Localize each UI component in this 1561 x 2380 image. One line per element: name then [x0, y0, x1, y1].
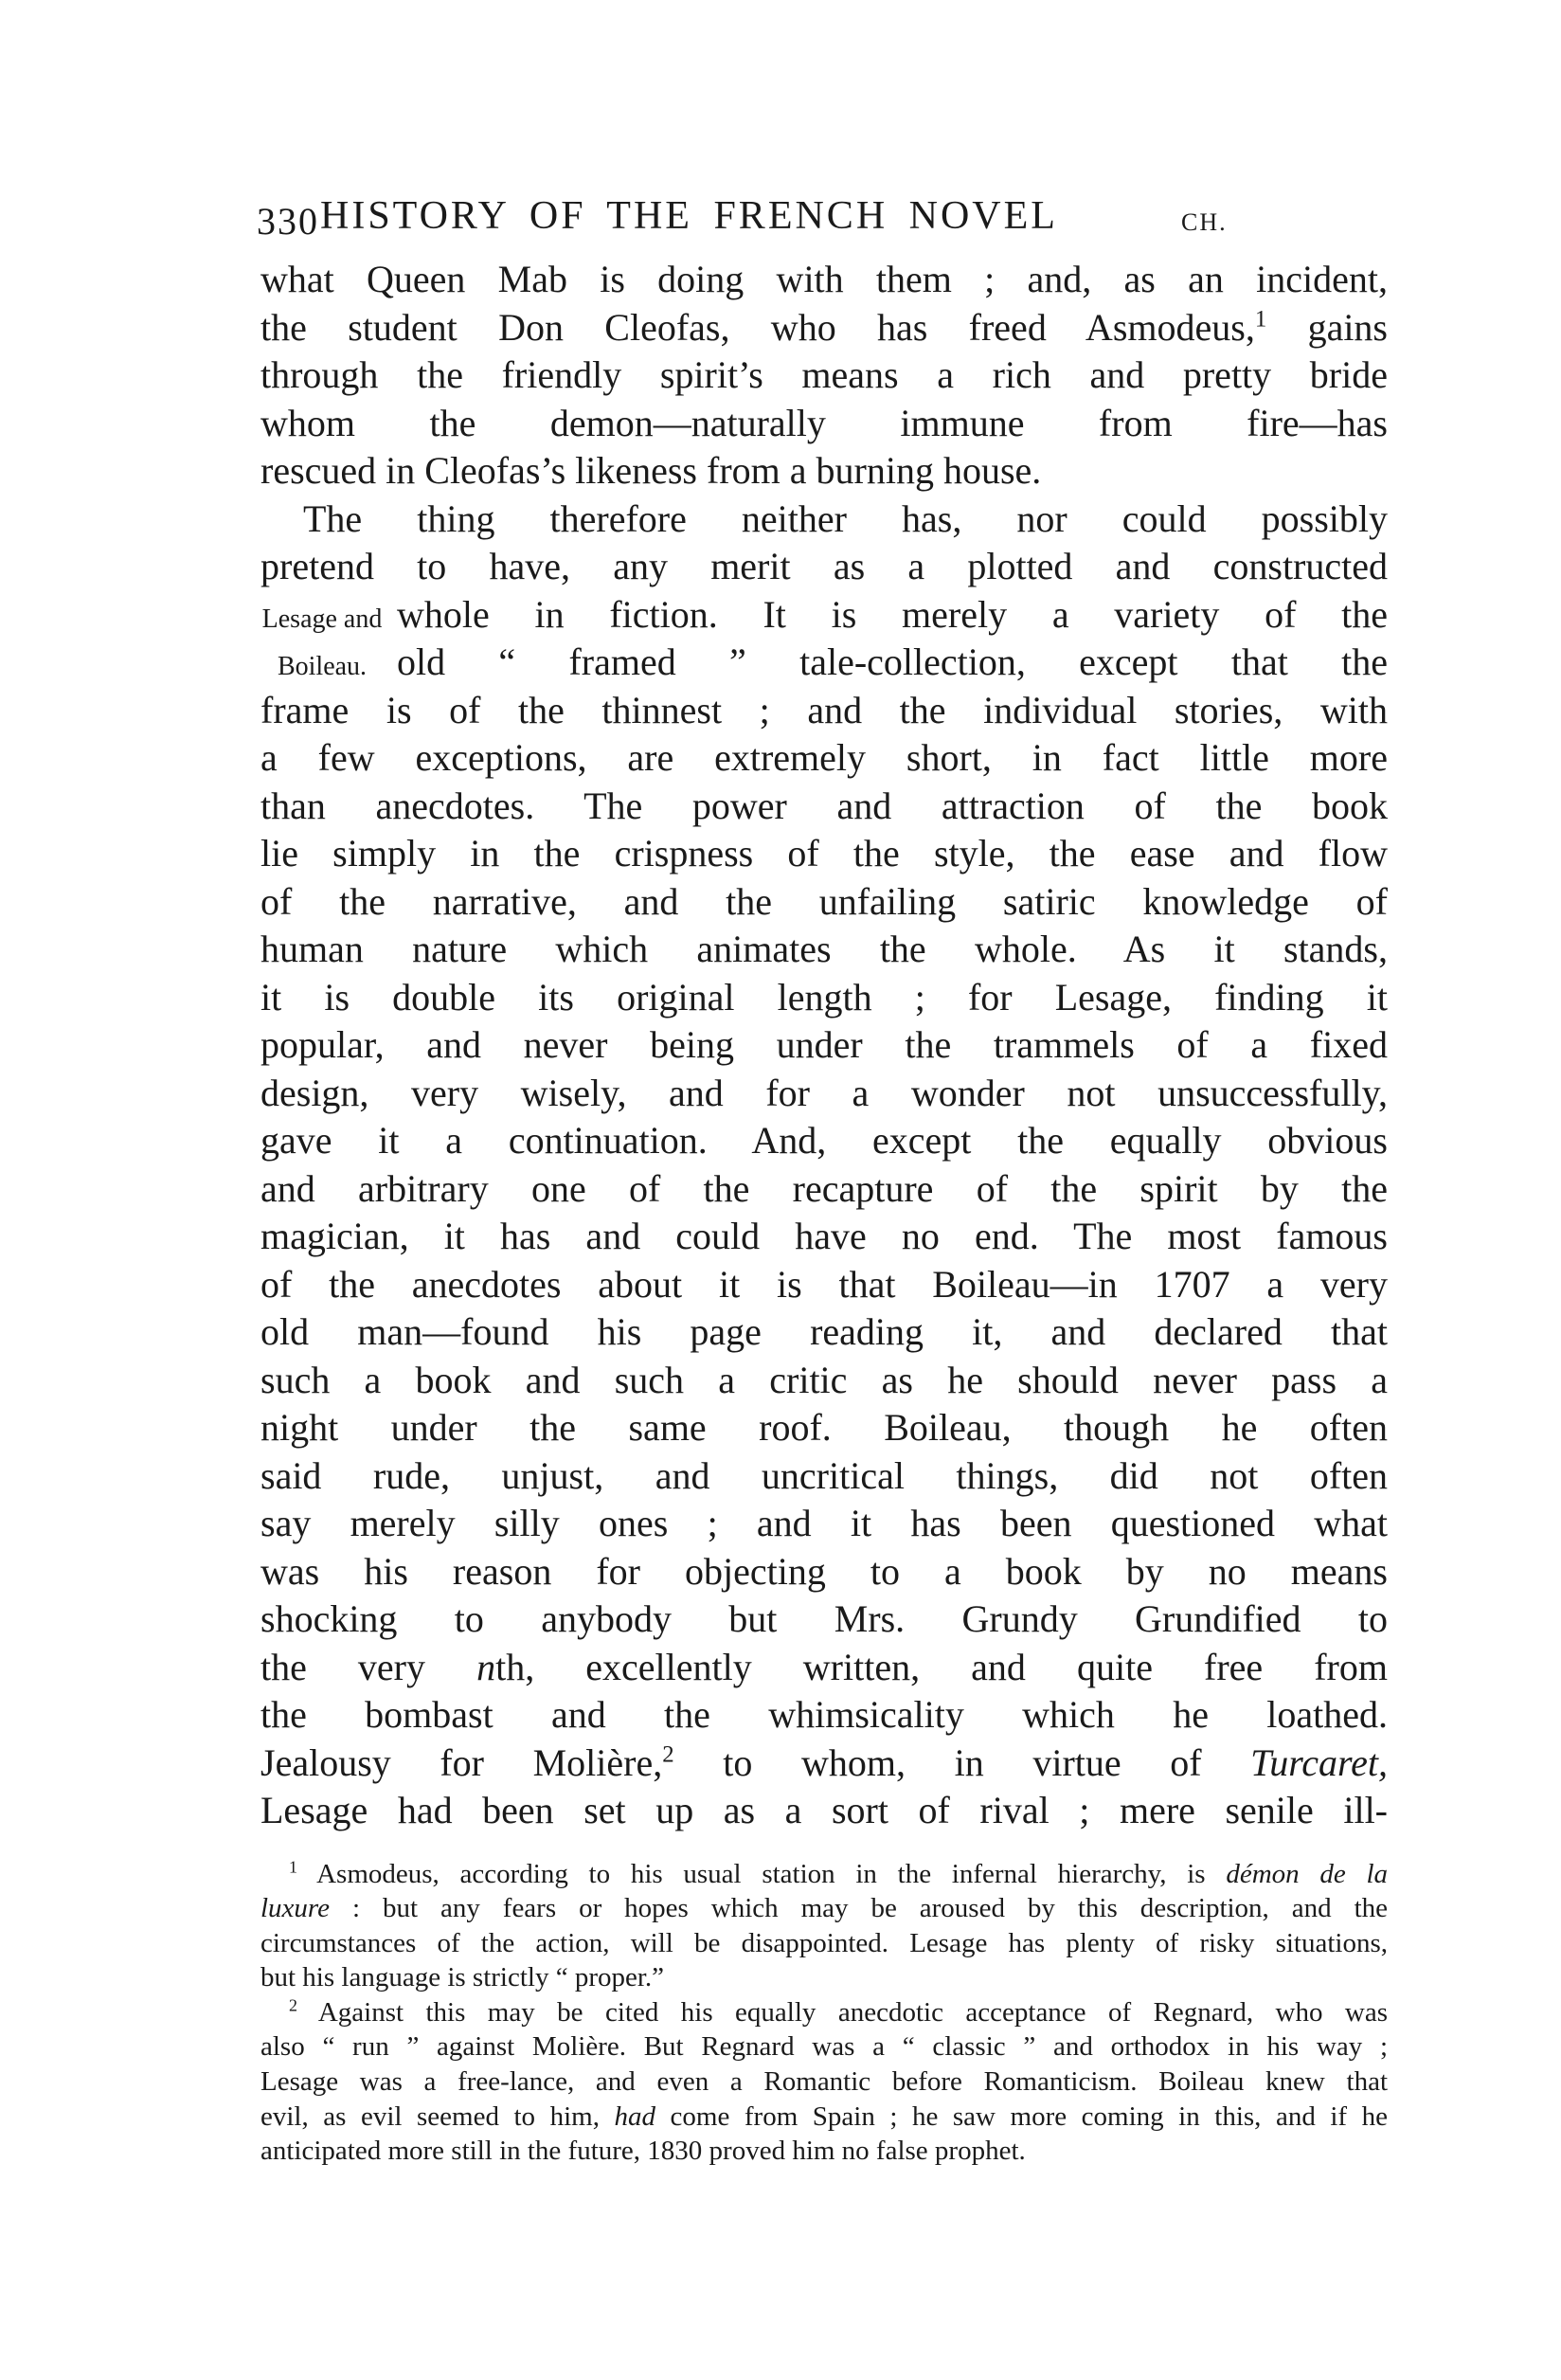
text-line — [260, 304, 1388, 352]
text-line — [260, 2134, 1388, 2169]
text-line — [260, 1926, 1388, 1961]
footnote-reference: 2 — [289, 1995, 297, 2015]
running-header — [257, 191, 1388, 248]
line-text — [260, 496, 1388, 544]
page-number: 330 — [257, 200, 319, 243]
text-line — [260, 687, 1388, 735]
line-text — [260, 1165, 1388, 1214]
text-line — [260, 926, 1388, 974]
line-text — [260, 2134, 1388, 2169]
text-segment: circumstances of the action, will be disappointed. Lesage has plenty of risky situations, — [260, 1927, 1388, 1958]
text-segment: the very — [260, 1645, 477, 1688]
text-line — [260, 1960, 1388, 1995]
text-segment: Against this may be cited his equally anecdotic acceptance of Regnard, who was — [296, 1996, 1388, 2028]
text-segment: the student Don Cleofas, who has freed Asmodeus, — [260, 305, 1255, 349]
line-text — [260, 352, 1388, 400]
margin-note: Boileau. — [277, 652, 368, 681]
main-text — [260, 256, 1388, 1835]
line-text — [260, 926, 1388, 974]
line-text — [260, 1787, 1388, 1835]
line-text — [260, 974, 1388, 1022]
text-line — [260, 1740, 1388, 1788]
text-segment: but his language is strictly “ proper.” — [260, 1962, 665, 1993]
line-text — [260, 1740, 1388, 1788]
text-line — [260, 974, 1388, 1022]
text-segment: shocking to anybody but Mrs. Grundy Grundified to — [260, 1597, 1388, 1640]
text-line — [260, 1787, 1388, 1835]
text-line — [260, 1857, 1388, 1892]
text-segment: through the friendly spirit’s means a rich and pretty bride — [260, 353, 1388, 396]
text-segment: whom the demon—naturally immune from fire—has — [260, 401, 1388, 444]
text-segment: to whom, in virtue of — [673, 1740, 1251, 1784]
text-line — [260, 2100, 1388, 2135]
text-line — [260, 1691, 1388, 1740]
text-segment: than anecdotes. The power and attraction of the book — [260, 784, 1388, 827]
text-segment: rescued in Cleofas’s likeness from a burning house. — [260, 449, 1042, 492]
footnote-reference: 1 — [1254, 306, 1267, 333]
text-line — [260, 1165, 1388, 1214]
line-text — [260, 1070, 1388, 1118]
text-line — [260, 1548, 1388, 1596]
text-line — [260, 1404, 1388, 1452]
text-line — [260, 591, 1388, 640]
text-line — [260, 447, 1388, 496]
line-text — [260, 2029, 1388, 2064]
line-text — [260, 1500, 1388, 1548]
line-text — [260, 447, 1388, 496]
line-text — [260, 878, 1388, 927]
running-title: HISTORY OF THE FRENCH NOVEL — [320, 194, 1058, 238]
line-text — [260, 2100, 1388, 2135]
line-text — [260, 1891, 1388, 1926]
text-segment: gave it a continuation. And, except the equally obvious — [260, 1119, 1388, 1162]
line-text — [260, 1644, 1388, 1692]
text-segment: such a book and such a critic as he should never pass a — [260, 1358, 1388, 1401]
line-text — [397, 639, 1388, 687]
text-segment: night under the same roof. Boileau, though he often — [260, 1406, 1388, 1449]
text-line — [260, 256, 1388, 304]
text-segment: come from Spain ; he saw more coming in this, and if he — [655, 2101, 1388, 2132]
text-segment: n — [476, 1645, 496, 1688]
line-text — [260, 1261, 1388, 1309]
line-text — [260, 1596, 1388, 1644]
text-line — [260, 1261, 1388, 1309]
text-segment: Asmodeus, according to his usual station in the infernal hierarchy, is — [296, 1858, 1227, 1889]
text-segment: it is double its original length ; for Lesage, finding it — [260, 975, 1388, 1019]
text-segment: pretend to have, any merit as a plotted and constructed — [260, 545, 1388, 587]
text-line — [260, 2064, 1388, 2100]
text-segment: design, very wisely, and for a wonder not unsuccessfully, — [260, 1071, 1388, 1114]
footnotes — [260, 1857, 1388, 2169]
text-line — [260, 734, 1388, 783]
text-line — [260, 639, 1388, 687]
line-text — [260, 1452, 1388, 1501]
text-line — [260, 496, 1388, 544]
text-segment: old man—found his page reading it, and declared that — [260, 1310, 1388, 1353]
text-segment: anticipated more still in the future, 1830 proved him no false prophet. — [260, 2136, 1026, 2167]
text-line — [260, 830, 1388, 878]
line-text — [260, 783, 1388, 831]
line-text — [260, 543, 1388, 591]
text-segment: old “ framed ” tale-collection, except that the — [397, 640, 1388, 683]
line-text — [260, 1021, 1388, 1070]
text-segment: human nature which animates the whole. As it stands, — [260, 928, 1388, 970]
line-text — [260, 1926, 1388, 1961]
line-text — [260, 1117, 1388, 1165]
line-text — [260, 1308, 1388, 1357]
text-segment: popular, and never being under the trammels of a fixed — [260, 1023, 1388, 1066]
text-segment: Turcaret, — [1250, 1740, 1388, 1784]
text-line — [260, 352, 1388, 400]
text-line — [260, 1213, 1388, 1261]
text-line — [260, 1891, 1388, 1926]
text-segment: lie simply in the crispness of the style, the ease and flow — [260, 832, 1388, 874]
line-text — [260, 1404, 1388, 1452]
line-text — [260, 1357, 1388, 1405]
line-text — [260, 1960, 1388, 1995]
text-line — [260, 1117, 1388, 1165]
margin-note: Lesage and — [261, 604, 383, 634]
text-segment: Lesage was a free-lance, and even a Romantic before Romanticism. Boileau knew that — [260, 2066, 1388, 2098]
line-text — [260, 304, 1388, 352]
line-text — [260, 1213, 1388, 1261]
text-line — [260, 400, 1388, 448]
text-segment: said rude, unjust, and uncritical things, did not often — [260, 1453, 1388, 1497]
footnote-reference: 1 — [289, 1856, 297, 1876]
text-line — [260, 1308, 1388, 1357]
line-text — [260, 830, 1388, 878]
text-line — [260, 878, 1388, 927]
chapter-abbreviation: CH. — [1181, 208, 1228, 236]
line-text — [260, 400, 1388, 448]
text-segment: frame is of the thinnest ; and the individual stories, with — [260, 688, 1388, 731]
text-segment: The thing therefore neither has, nor could possibly — [303, 496, 1388, 540]
type-area — [257, 0, 1388, 2169]
text-line — [260, 1995, 1388, 2030]
text-line — [260, 1644, 1388, 1692]
text-segment: of the anecdotes about it is that Boileau—in 1707 a very — [260, 1262, 1388, 1306]
line-text — [260, 1995, 1388, 2030]
text-segment: a few exceptions, are extremely short, in fact little more — [260, 736, 1388, 779]
line-text — [260, 687, 1388, 735]
text-segment: luxure — [260, 1893, 331, 1924]
line-text — [260, 2064, 1388, 2100]
footnote-reference: 2 — [662, 1741, 674, 1768]
text-segment: evil, as evil seemed to him, — [260, 2101, 615, 2132]
text-line — [260, 1452, 1388, 1501]
line-text — [260, 734, 1388, 783]
text-line — [260, 543, 1388, 591]
text-segment: say merely silly ones ; and it has been questioned what — [260, 1502, 1388, 1544]
text-segment: of the narrative, and the unfailing satiric knowledge of — [260, 879, 1388, 923]
text-segment: : but any fears or hopes which may be aroused by this description, and the — [330, 1893, 1388, 1924]
line-text — [260, 256, 1388, 304]
text-segment: whole in fiction. It is merely a variety of the — [397, 592, 1388, 636]
line-text — [397, 591, 1388, 640]
text-segment: démon de la — [1226, 1858, 1388, 1889]
line-text — [260, 1691, 1388, 1740]
text-segment: the bombast and the whimsicality which he loathed. — [260, 1693, 1388, 1736]
text-segment: and arbitrary one of the recapture of the spirit by the — [260, 1166, 1388, 1210]
text-segment: Lesage had been set up as a sort of rival ; mere senile ill- — [260, 1789, 1388, 1831]
line-text — [260, 1857, 1388, 1892]
text-segment: was his reason for objecting to a book by no means — [260, 1549, 1388, 1593]
text-line — [260, 783, 1388, 831]
line-text — [260, 1548, 1388, 1596]
text-line — [260, 1500, 1388, 1548]
text-line — [260, 1596, 1388, 1644]
text-segment: Jealousy for Molière, — [260, 1740, 663, 1784]
text-line — [260, 1021, 1388, 1070]
text-line — [260, 1357, 1388, 1405]
text-line — [260, 1070, 1388, 1118]
text-segment: had — [614, 2101, 655, 2132]
text-segment: th, excellently written, and quite free from — [495, 1645, 1388, 1688]
text-segment: magician, it has and could have no end. The most famous — [260, 1215, 1388, 1257]
text-segment: gains — [1266, 305, 1388, 349]
text-line — [260, 2029, 1388, 2064]
text-segment: what Queen Mab is doing with them ; and, as an incident, — [260, 258, 1388, 300]
text-segment: also “ run ” against Molière. But Regnard was a “ classic ” and orthodox in his way ; — [260, 2031, 1388, 2063]
